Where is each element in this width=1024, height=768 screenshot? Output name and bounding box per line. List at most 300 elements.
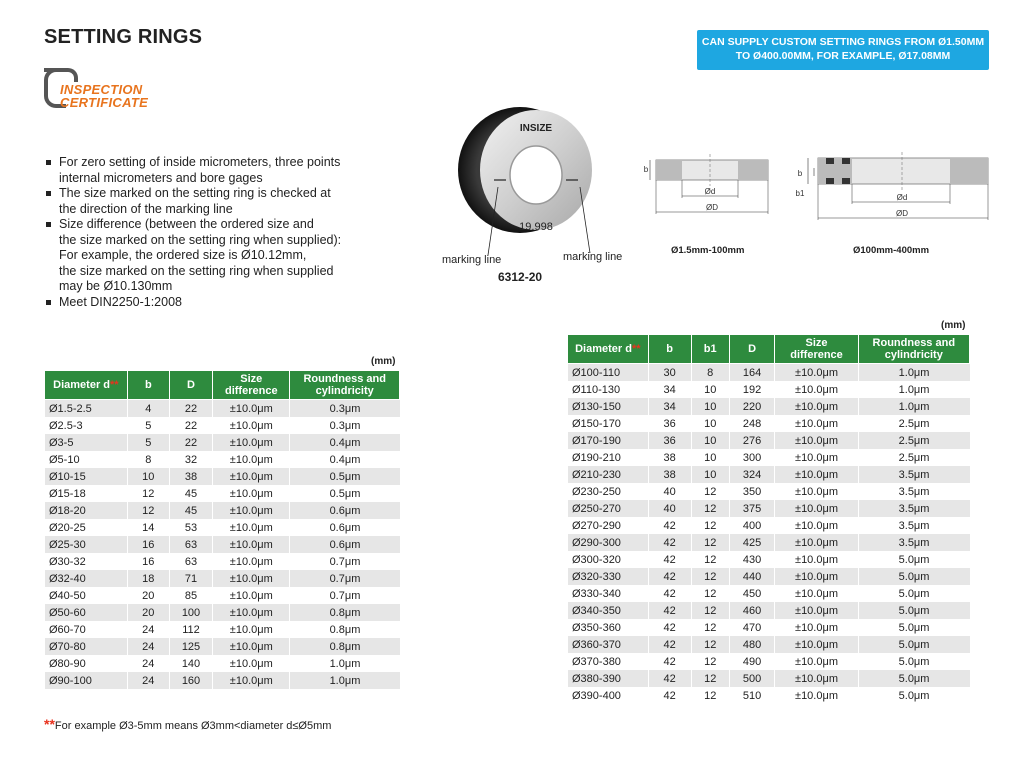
table-cell: ±10.0μm — [213, 587, 290, 604]
table-row — [568, 449, 970, 466]
feature-bullet-line: For zero setting of inside micrometers, three points — [59, 155, 341, 169]
table-cell: 125 — [169, 638, 212, 655]
column-header-label: D — [187, 379, 195, 391]
table-cell: 220 — [729, 398, 775, 415]
column-header — [648, 335, 691, 364]
table-cell: 63 — [169, 553, 212, 570]
feature-bullet-line: the size marked on the setting ring when supplied): — [59, 232, 342, 247]
column-header-label: Roundness and cylindricity — [303, 373, 386, 397]
table-cell: 42 — [648, 636, 691, 653]
table-cell: ±10.0μm — [775, 653, 858, 670]
table-row — [568, 551, 970, 568]
table-cell: ±10.0μm — [775, 568, 858, 585]
feature-bullet-line: The size marked on the setting ring is checked at — [59, 186, 331, 200]
column-header — [568, 335, 649, 364]
diameter-footnote — [44, 716, 331, 732]
table-cell: 40 — [648, 500, 691, 517]
table-cell: 12 — [691, 636, 729, 653]
feature-bullet-line: the direction of the marking line — [59, 201, 233, 216]
table-cell: Ø15-18 — [45, 485, 128, 502]
table-cell: ±10.0μm — [775, 517, 858, 534]
banner-line1: CAN SUPPLY CUSTOM SETTING RINGS FROM Ø1.50MM — [701, 36, 985, 48]
table-cell: 30 — [648, 364, 691, 382]
column-header-label: Size difference — [224, 373, 278, 397]
table-cell: 3.5μm — [858, 466, 969, 483]
table-cell: 0.6μm — [290, 502, 400, 519]
table-cell: ±10.0μm — [775, 381, 858, 398]
table-cell: 3.5μm — [858, 534, 969, 551]
table-row — [568, 432, 970, 449]
table-cell: 0.3μm — [290, 417, 400, 434]
table-cell: ±10.0μm — [775, 483, 858, 500]
table-cell: 5.0μm — [858, 551, 969, 568]
table-cell: 71 — [169, 570, 212, 587]
table-cell: 276 — [729, 432, 775, 449]
table-cell: ±10.0μm — [775, 636, 858, 653]
table-cell: 2.5μm — [858, 432, 969, 449]
table-cell: 1.0μm — [290, 655, 400, 672]
table-cell: 100 — [169, 604, 212, 621]
table-cell: Ø170-190 — [568, 432, 649, 449]
column-header-label: Diameter d — [53, 379, 111, 391]
table-row — [568, 415, 970, 432]
table-cell: 164 — [729, 364, 775, 382]
left-table-unit: (mm) — [371, 356, 396, 367]
feature-bullet-line: Meet DIN2250-1:2008 — [59, 294, 182, 309]
diagram2-caption: Ø100mm-400mm — [853, 245, 930, 256]
column-header-label: b — [666, 343, 673, 355]
column-header — [858, 335, 969, 364]
table-cell: 10 — [691, 381, 729, 398]
table-row — [45, 604, 400, 621]
feature-bullet — [44, 217, 444, 295]
table-cell: 8 — [127, 451, 169, 468]
table-row — [568, 364, 970, 382]
table-cell: Ø390-400 — [568, 687, 649, 704]
table-row — [45, 485, 400, 502]
table-row — [568, 602, 970, 619]
table-cell: 2.5μm — [858, 449, 969, 466]
column-header — [691, 335, 729, 364]
table-cell: Ø2.5-3 — [45, 417, 128, 434]
table-row — [568, 653, 970, 670]
table-cell: ±10.0μm — [775, 534, 858, 551]
table-cell: ±10.0μm — [775, 585, 858, 602]
table-cell: 1.0μm — [858, 398, 969, 415]
table-cell: ±10.0μm — [213, 570, 290, 587]
table-cell: 0.8μm — [290, 621, 400, 638]
table-cell: 1.0μm — [858, 364, 969, 382]
table-cell: ±10.0μm — [775, 619, 858, 636]
table-cell: Ø3-5 — [45, 434, 128, 451]
table-cell: 10 — [691, 432, 729, 449]
table-cell: 0.6μm — [290, 519, 400, 536]
table-row — [45, 536, 400, 553]
marking-line-label-right: marking line — [563, 251, 623, 263]
diameter-footnote-marker: ** — [110, 379, 119, 391]
table-row — [45, 451, 400, 468]
table-row — [568, 619, 970, 636]
table-cell: 5 — [127, 434, 169, 451]
table-cell: 5.0μm — [858, 602, 969, 619]
table-cell: 22 — [169, 434, 212, 451]
table-cell: 5.0μm — [858, 687, 969, 704]
table-cell: 85 — [169, 587, 212, 604]
table-cell: 24 — [127, 655, 169, 672]
table-row — [45, 587, 400, 604]
table-cell: 12 — [691, 500, 729, 517]
table-cell: 32 — [169, 451, 212, 468]
table-cell: 510 — [729, 687, 775, 704]
table-cell: 248 — [729, 415, 775, 432]
table-cell: 0.7μm — [290, 587, 400, 604]
column-header — [45, 371, 128, 400]
column-header — [729, 335, 775, 364]
table-cell: 12 — [691, 602, 729, 619]
table-cell: 53 — [169, 519, 212, 536]
table-cell: ±10.0μm — [213, 468, 290, 485]
table-cell: ±10.0μm — [775, 687, 858, 704]
table-cell: 5.0μm — [858, 670, 969, 687]
table-cell: 10 — [127, 468, 169, 485]
diag1-d-label: Ød — [704, 187, 716, 196]
table-cell: ±10.0μm — [775, 364, 858, 382]
table-cell: 10 — [691, 398, 729, 415]
table-cell: 42 — [648, 585, 691, 602]
table-row — [45, 434, 400, 451]
table-cell: ±10.0μm — [213, 417, 290, 434]
diagram1-caption: Ø1.5mm-100mm — [671, 245, 745, 256]
table-cell: Ø1.5-2.5 — [45, 400, 128, 418]
table-cell: Ø270-290 — [568, 517, 649, 534]
table-cell: 0.8μm — [290, 604, 400, 621]
table-cell: 12 — [127, 502, 169, 519]
table-row — [45, 502, 400, 519]
right-table-unit: (mm) — [941, 320, 966, 331]
diag2-b1-label: b1 — [795, 189, 805, 198]
column-header-label: Size difference — [790, 337, 843, 361]
table-cell: 400 — [729, 517, 775, 534]
table-cell: Ø50-60 — [45, 604, 128, 621]
table-cell: 4 — [127, 400, 169, 418]
table-cell: 12 — [691, 517, 729, 534]
column-header-label: Diameter d — [575, 343, 632, 355]
table-cell: 3.5μm — [858, 517, 969, 534]
feature-bullet-line: may be Ø10.130mm — [59, 279, 173, 293]
table-cell: Ø350-360 — [568, 619, 649, 636]
table-cell: 5.0μm — [858, 619, 969, 636]
footnote-stars: ** — [44, 716, 55, 732]
table-cell: 8 — [691, 364, 729, 382]
table-cell: Ø32-40 — [45, 570, 128, 587]
table-cell: Ø360-370 — [568, 636, 649, 653]
table-cell: 1.0μm — [858, 381, 969, 398]
table-cell: 12 — [691, 670, 729, 687]
table-cell: Ø70-80 — [45, 638, 128, 655]
table-cell: ±10.0μm — [775, 602, 858, 619]
table-cell: 3.5μm — [858, 500, 969, 517]
ring-size-text: 19.998 — [519, 221, 553, 233]
table-cell: 24 — [127, 638, 169, 655]
feature-bullet — [44, 155, 444, 186]
footnote-text: For example Ø3-5mm means Ø3mm<diameter d≤Ø5mm — [54, 720, 332, 732]
table-cell: 470 — [729, 619, 775, 636]
diag2-d-label: Ød — [896, 193, 908, 202]
diag2-D-label: ØD — [896, 209, 908, 218]
table-cell: 500 — [729, 670, 775, 687]
table-cell: ±10.0μm — [213, 519, 290, 536]
table-cell: ±10.0μm — [213, 400, 290, 418]
table-cell: Ø210-230 — [568, 466, 649, 483]
feature-bullet-line: the size marked on the setting ring when supplied — [59, 263, 334, 278]
certificate-line1: INSPECTION — [60, 82, 143, 97]
feature-bullet-line: Size difference (between the ordered size and — [59, 217, 314, 231]
table-cell: 10 — [691, 415, 729, 432]
table-cell: ±10.0μm — [213, 655, 290, 672]
table-row — [45, 468, 400, 485]
table-cell: Ø150-170 — [568, 415, 649, 432]
table-cell: 10 — [691, 449, 729, 466]
diag1-D-label: ØD — [706, 203, 718, 212]
table-row — [45, 621, 400, 638]
table-cell: 5.0μm — [858, 568, 969, 585]
table-cell: 16 — [127, 553, 169, 570]
table-cell: 430 — [729, 551, 775, 568]
table-cell: ±10.0μm — [213, 485, 290, 502]
table-cell: Ø100-110 — [568, 364, 649, 382]
table-cell: 18 — [127, 570, 169, 587]
table-cell: 20 — [127, 604, 169, 621]
table-cell: 36 — [648, 432, 691, 449]
table-cell: 38 — [169, 468, 212, 485]
table-cell: 38 — [648, 466, 691, 483]
column-header-label: D — [748, 343, 757, 355]
custom-supply-banner — [697, 30, 989, 70]
table-row — [568, 534, 970, 551]
diameter-footnote-marker: ** — [631, 343, 641, 355]
table-cell: Ø340-350 — [568, 602, 649, 619]
table-cell: ±10.0μm — [213, 638, 290, 655]
table-cell: Ø110-130 — [568, 381, 649, 398]
column-header — [290, 371, 400, 400]
table-row — [45, 570, 400, 587]
table-cell: Ø330-340 — [568, 585, 649, 602]
table-cell: ±10.0μm — [775, 415, 858, 432]
feature-bullet-line: internal micrometers and bore gages — [59, 170, 263, 185]
table-cell: 460 — [729, 602, 775, 619]
table-row — [568, 381, 970, 398]
table-cell: 12 — [691, 568, 729, 585]
table-cell: 2.5μm — [858, 415, 969, 432]
table-cell: 12 — [691, 585, 729, 602]
table-cell: 12 — [691, 551, 729, 568]
table-cell: ±10.0μm — [775, 670, 858, 687]
feature-bullet-line: For example, the ordered size is Ø10.12mm, — [59, 248, 307, 262]
ring-section-diagram-small — [638, 150, 778, 220]
table-cell: 1.0μm — [290, 672, 400, 689]
table-cell: Ø10-15 — [45, 468, 128, 485]
table-cell: 3.5μm — [858, 483, 969, 500]
table-cell: 160 — [169, 672, 212, 689]
table-cell: ±10.0μm — [213, 604, 290, 621]
table-cell: 24 — [127, 621, 169, 638]
table-cell: 350 — [729, 483, 775, 500]
spec-table-large-rings — [567, 334, 970, 704]
table-cell: 12 — [691, 687, 729, 704]
table-cell: 480 — [729, 636, 775, 653]
table-row — [568, 636, 970, 653]
table-cell: Ø60-70 — [45, 621, 128, 638]
column-header — [127, 371, 169, 400]
table-cell: Ø250-270 — [568, 500, 649, 517]
table-cell: 12 — [691, 653, 729, 670]
table-cell: Ø290-300 — [568, 534, 649, 551]
table-cell: ±10.0μm — [213, 434, 290, 451]
table-row — [45, 672, 400, 689]
table-cell: 42 — [648, 534, 691, 551]
table-cell: 140 — [169, 655, 212, 672]
table-cell: 45 — [169, 502, 212, 519]
table-cell: 300 — [729, 449, 775, 466]
table-cell: Ø380-390 — [568, 670, 649, 687]
table-cell: 12 — [127, 485, 169, 502]
diag2-b-label: b — [797, 169, 803, 178]
ring-section-diagram-large — [790, 150, 990, 225]
table-cell: 34 — [648, 381, 691, 398]
model-number: 6312-20 — [498, 270, 543, 284]
table-cell: 10 — [691, 466, 729, 483]
table-cell: 0.6μm — [290, 536, 400, 553]
table-row — [568, 500, 970, 517]
table-row — [568, 517, 970, 534]
table-cell: 0.7μm — [290, 553, 400, 570]
table-cell: 42 — [648, 568, 691, 585]
table-cell: 0.5μm — [290, 468, 400, 485]
table-cell: Ø300-320 — [568, 551, 649, 568]
table-cell: 34 — [648, 398, 691, 415]
table-cell: ±10.0μm — [213, 451, 290, 468]
table-cell: Ø320-330 — [568, 568, 649, 585]
table-row — [45, 519, 400, 536]
table-row — [568, 398, 970, 415]
column-header — [169, 371, 212, 400]
table-cell: Ø80-90 — [45, 655, 128, 672]
table-cell: 12 — [691, 534, 729, 551]
column-header — [775, 335, 858, 364]
table-cell: 40 — [648, 483, 691, 500]
ring-brand-text: INSIZE — [519, 123, 553, 134]
table-cell: 0.5μm — [290, 485, 400, 502]
table-cell: Ø90-100 — [45, 672, 128, 689]
table-cell: Ø370-380 — [568, 653, 649, 670]
table-cell: Ø20-25 — [45, 519, 128, 536]
table-cell: Ø5-10 — [45, 451, 128, 468]
table-row — [568, 568, 970, 585]
table-row — [568, 670, 970, 687]
table-cell: 20 — [127, 587, 169, 604]
table-cell: 5.0μm — [858, 653, 969, 670]
table-cell: 0.7μm — [290, 570, 400, 587]
table-cell: 16 — [127, 536, 169, 553]
table-cell: ±10.0μm — [213, 536, 290, 553]
table-row — [568, 466, 970, 483]
table-cell: 5.0μm — [858, 585, 969, 602]
table-cell: 324 — [729, 466, 775, 483]
table-cell: 42 — [648, 602, 691, 619]
feature-bullet — [44, 295, 444, 311]
table-cell: 42 — [648, 687, 691, 704]
table-cell: 490 — [729, 653, 775, 670]
table-cell: Ø25-30 — [45, 536, 128, 553]
table-cell: Ø18-20 — [45, 502, 128, 519]
feature-list — [44, 155, 444, 310]
table-row — [45, 655, 400, 672]
column-header — [213, 371, 290, 400]
table-cell: ±10.0μm — [775, 449, 858, 466]
banner-line2: TO Ø400.00MM, FOR EXAMPLE, Ø17.08MM — [735, 50, 951, 62]
table-row — [568, 585, 970, 602]
table-cell: 36 — [648, 415, 691, 432]
column-header-label: b1 — [703, 343, 717, 355]
table-cell: Ø230-250 — [568, 483, 649, 500]
table-cell: 192 — [729, 381, 775, 398]
table-cell: 0.4μm — [290, 434, 400, 451]
table-row — [45, 638, 400, 655]
diag1-b-label: b — [643, 165, 649, 174]
table-cell: 5.0μm — [858, 636, 969, 653]
table-row — [45, 400, 400, 418]
table-cell: ±10.0μm — [213, 672, 290, 689]
table-cell: 0.3μm — [290, 400, 400, 418]
table-cell: Ø30-32 — [45, 553, 128, 570]
table-cell: 22 — [169, 417, 212, 434]
table-cell: ±10.0μm — [775, 398, 858, 415]
table-cell: 0.4μm — [290, 451, 400, 468]
table-row — [568, 687, 970, 704]
table-cell: 22 — [169, 400, 212, 418]
table-cell: 42 — [648, 517, 691, 534]
table-cell: 425 — [729, 534, 775, 551]
spec-table-small-rings — [44, 370, 400, 689]
table-cell: 0.8μm — [290, 638, 400, 655]
table-cell: 440 — [729, 568, 775, 585]
inspection-certificate-logo — [44, 68, 184, 112]
column-header-label: Roundness and cylindricity — [872, 337, 956, 361]
table-cell: 12 — [691, 483, 729, 500]
marking-line-label-left: marking line — [442, 254, 502, 266]
table-cell: ±10.0μm — [775, 466, 858, 483]
table-cell: ±10.0μm — [775, 432, 858, 449]
table-cell: Ø190-210 — [568, 449, 649, 466]
table-cell: ±10.0μm — [213, 621, 290, 638]
table-cell: Ø130-150 — [568, 398, 649, 415]
table-cell: 112 — [169, 621, 212, 638]
table-cell: 450 — [729, 585, 775, 602]
certificate-line2: CERTIFICATE — [60, 95, 149, 110]
table-row — [568, 483, 970, 500]
table-cell: ±10.0μm — [775, 500, 858, 517]
table-cell: 42 — [648, 551, 691, 568]
table-cell: 375 — [729, 500, 775, 517]
table-cell: ±10.0μm — [775, 551, 858, 568]
table-row — [45, 417, 400, 434]
column-header-label: b — [144, 379, 152, 391]
table-cell: 14 — [127, 519, 169, 536]
table-cell: 45 — [169, 485, 212, 502]
table-cell: 38 — [648, 449, 691, 466]
table-row — [45, 553, 400, 570]
certificate-bracket-top-icon — [44, 68, 78, 82]
